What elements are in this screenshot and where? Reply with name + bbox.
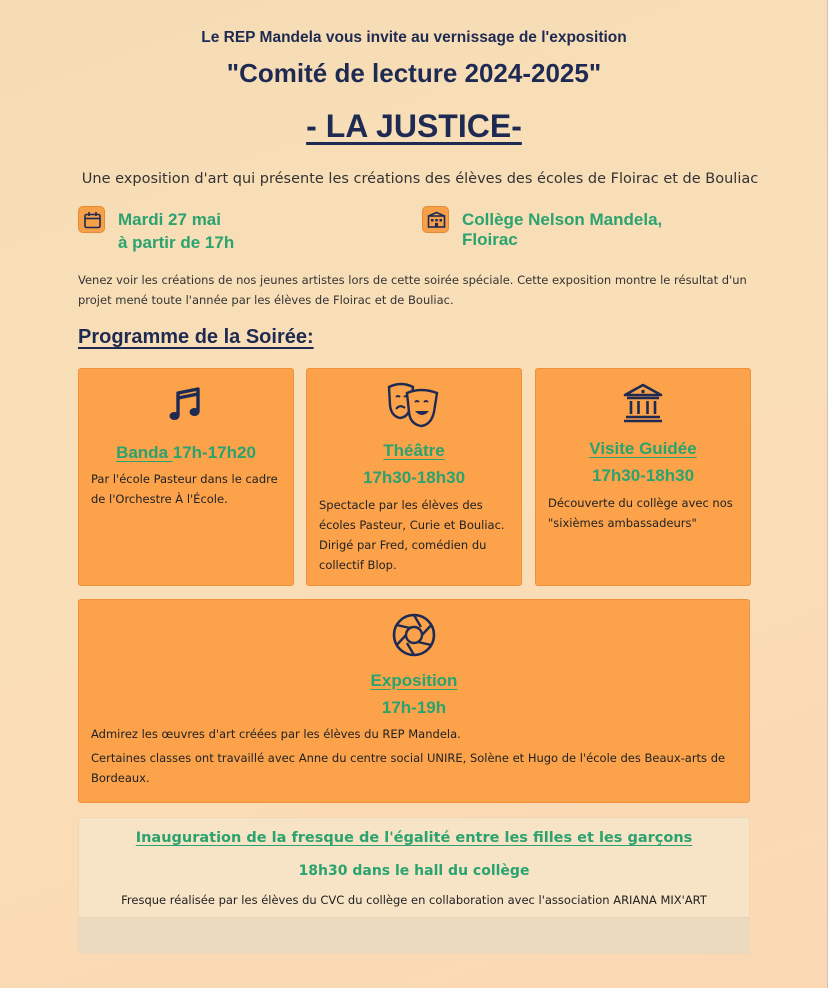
card-time-exposition: 17h-19h [381, 698, 447, 717]
exposition-description-2: Certaines classes ont travaillé avec Anne du centre social UNIRE, Solène et Hugo de l'école des Beaux-arts de Bordeaux. [91, 751, 726, 785]
card-title-theatre-label: Théâtre [383, 441, 445, 460]
event-location [462, 208, 662, 251]
program-card-visite [535, 368, 751, 586]
card-description-visite: Découverte du collège avec nos "sixièmes ambassadeurs" [548, 496, 733, 530]
theater-masks-icon [307, 379, 521, 429]
card-title-banda [79, 443, 293, 463]
intro-paragraph: Venez voir les créations de nos jeunes artistes lors de cette soirée spéciale. Cette exposition montre le résultat d'un projet mené toute l'année par les élèves de Floirac et de Bouliac. [78, 273, 747, 307]
program-card-exposition [78, 599, 750, 803]
card-time-visite: 17h30-18h30 [591, 466, 695, 485]
card-time-theatre: 17h30-18h30 [362, 468, 466, 487]
program-card-theatre [306, 368, 522, 586]
fresque-footer-band [79, 917, 749, 953]
exhibition-title: "Comité de lecture 2024-2025" [226, 58, 602, 88]
card-description-theatre: Spectacle par les élèves des écoles Pasteur, Curie et Bouliac. Dirigé par Fred, comédien du collectif Blop. [319, 498, 505, 572]
exposition-description-1: Admirez les œuvres d'art créées par les élèves du REP Mandela. [91, 727, 461, 741]
fresque-description: Fresque réalisée par les élèves du CVC du collège en collaboration avec l'association ARIANA MIX'ART [121, 893, 707, 907]
invitation-intro: Le REP Mandela vous invite au vernissage de l'exposition [201, 29, 627, 46]
calendar-icon [78, 206, 105, 233]
program-heading: Programme de la Soirée: [78, 326, 314, 348]
fresque-section [78, 817, 750, 954]
program-card-banda [78, 368, 294, 586]
exhibition-subtitle: Une exposition d'art qui présente les créations des élèves des écoles de Floirac et de Bouliac [81, 171, 759, 187]
school-building-icon [422, 206, 449, 233]
card-description-exposition [91, 724, 737, 788]
card-title-exposition-label: Exposition [370, 671, 458, 690]
card-time-banda: 17h-17h20 [172, 443, 256, 462]
music-note-icon [79, 385, 293, 425]
card-description-banda: Par l'école Pasteur dans le cadre de l'Orchestre À l'École. [91, 472, 278, 506]
card-title-banda-label: Banda [116, 443, 173, 462]
fresque-time: 18h30 dans le hall du collège [298, 863, 530, 879]
card-title-exposition [79, 671, 749, 691]
exhibition-theme: - LA JUSTICE- [306, 108, 522, 144]
camera-aperture-icon [79, 611, 749, 659]
event-date-time: à partir de 17h [118, 233, 235, 252]
card-title-visite [536, 439, 750, 459]
card-title-theatre [307, 441, 521, 461]
card-title-visite-label: Visite Guidée [589, 439, 697, 458]
event-location-city: Floirac [462, 230, 518, 249]
event-date-day: Mardi 27 mai [118, 210, 221, 229]
event-date [118, 208, 234, 254]
museum-building-icon [536, 381, 750, 425]
event-location-name: Collège Nelson Mandela, [462, 210, 663, 229]
fresque-title: Inauguration de la fresque de l'égalité entre les filles et les garçons [135, 830, 693, 846]
